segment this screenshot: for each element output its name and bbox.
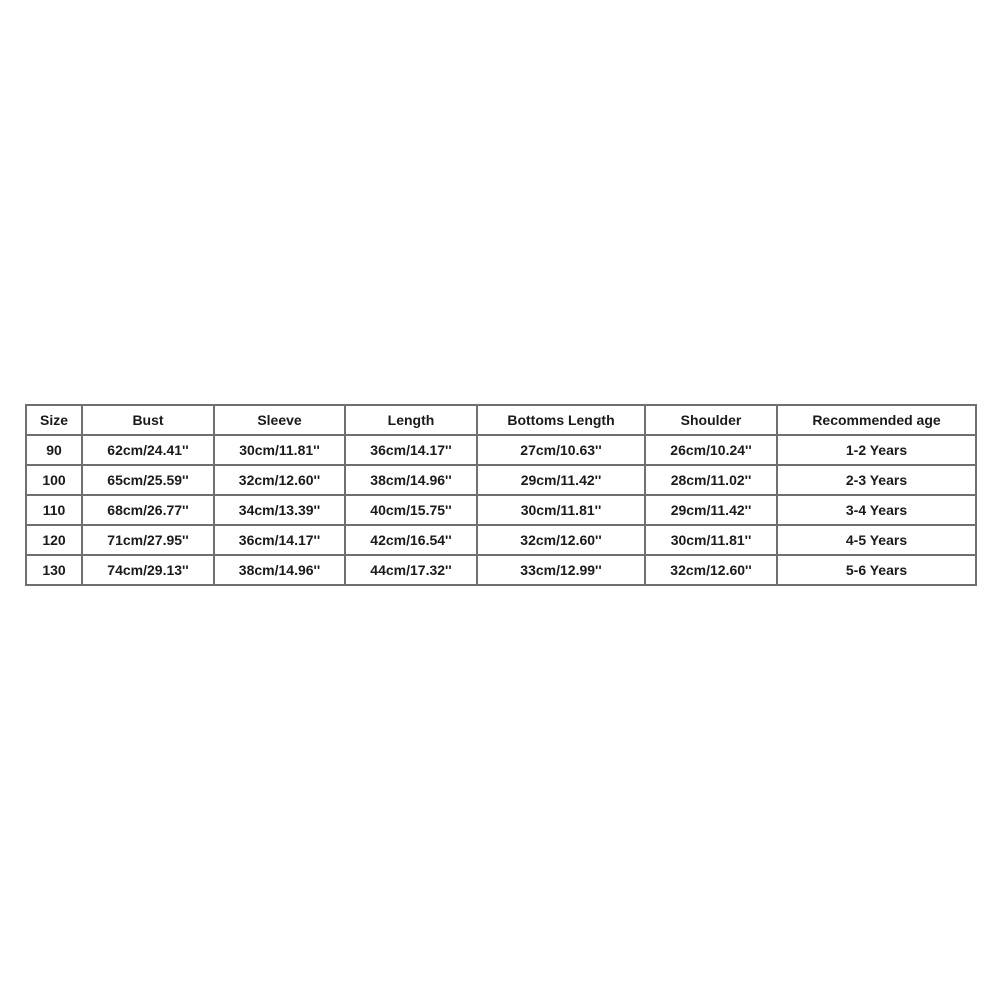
cell-recommended-age: 4-5 Years [777, 525, 976, 555]
header-bottoms-length: Bottoms Length [477, 405, 645, 435]
cell-length: 36cm/14.17'' [345, 435, 477, 465]
cell-sleeve: 30cm/11.81'' [214, 435, 345, 465]
table-row [26, 435, 976, 465]
cell-bottoms-length: 32cm/12.60'' [477, 525, 645, 555]
cell-recommended-age: 3-4 Years [777, 495, 976, 525]
cell-sleeve: 34cm/13.39'' [214, 495, 345, 525]
header-length: Length [345, 405, 477, 435]
cell-bust: 71cm/27.95'' [82, 525, 214, 555]
cell-size: 130 [26, 555, 82, 585]
header-size: Size [26, 405, 82, 435]
cell-shoulder: 29cm/11.42'' [645, 495, 777, 525]
cell-shoulder: 28cm/11.02'' [645, 465, 777, 495]
cell-size: 110 [26, 495, 82, 525]
cell-bust: 62cm/24.41'' [82, 435, 214, 465]
cell-length: 44cm/17.32'' [345, 555, 477, 585]
cell-shoulder: 26cm/10.24'' [645, 435, 777, 465]
cell-shoulder: 30cm/11.81'' [645, 525, 777, 555]
cell-length: 42cm/16.54'' [345, 525, 477, 555]
table-row [26, 465, 976, 495]
cell-recommended-age: 5-6 Years [777, 555, 976, 585]
table-row [26, 495, 976, 525]
cell-bust: 65cm/25.59'' [82, 465, 214, 495]
cell-shoulder: 32cm/12.60'' [645, 555, 777, 585]
header-row [26, 405, 976, 435]
cell-bottoms-length: 27cm/10.63'' [477, 435, 645, 465]
cell-recommended-age: 1-2 Years [777, 435, 976, 465]
table-row [26, 555, 976, 585]
cell-sleeve: 32cm/12.60'' [214, 465, 345, 495]
cell-sleeve: 36cm/14.17'' [214, 525, 345, 555]
table-row [26, 525, 976, 555]
cell-length: 38cm/14.96'' [345, 465, 477, 495]
header-bust: Bust [82, 405, 214, 435]
header-sleeve: Sleeve [214, 405, 345, 435]
size-chart-table [25, 404, 977, 586]
cell-bust: 68cm/26.77'' [82, 495, 214, 525]
cell-bottoms-length: 30cm/11.81'' [477, 495, 645, 525]
cell-bottoms-length: 29cm/11.42'' [477, 465, 645, 495]
header-shoulder: Shoulder [645, 405, 777, 435]
cell-bust: 74cm/29.13'' [82, 555, 214, 585]
cell-recommended-age: 2-3 Years [777, 465, 976, 495]
cell-sleeve: 38cm/14.96'' [214, 555, 345, 585]
cell-bottoms-length: 33cm/12.99'' [477, 555, 645, 585]
cell-size: 120 [26, 525, 82, 555]
header-recommended-age: Recommended age [777, 405, 976, 435]
cell-length: 40cm/15.75'' [345, 495, 477, 525]
cell-size: 90 [26, 435, 82, 465]
cell-size: 100 [26, 465, 82, 495]
